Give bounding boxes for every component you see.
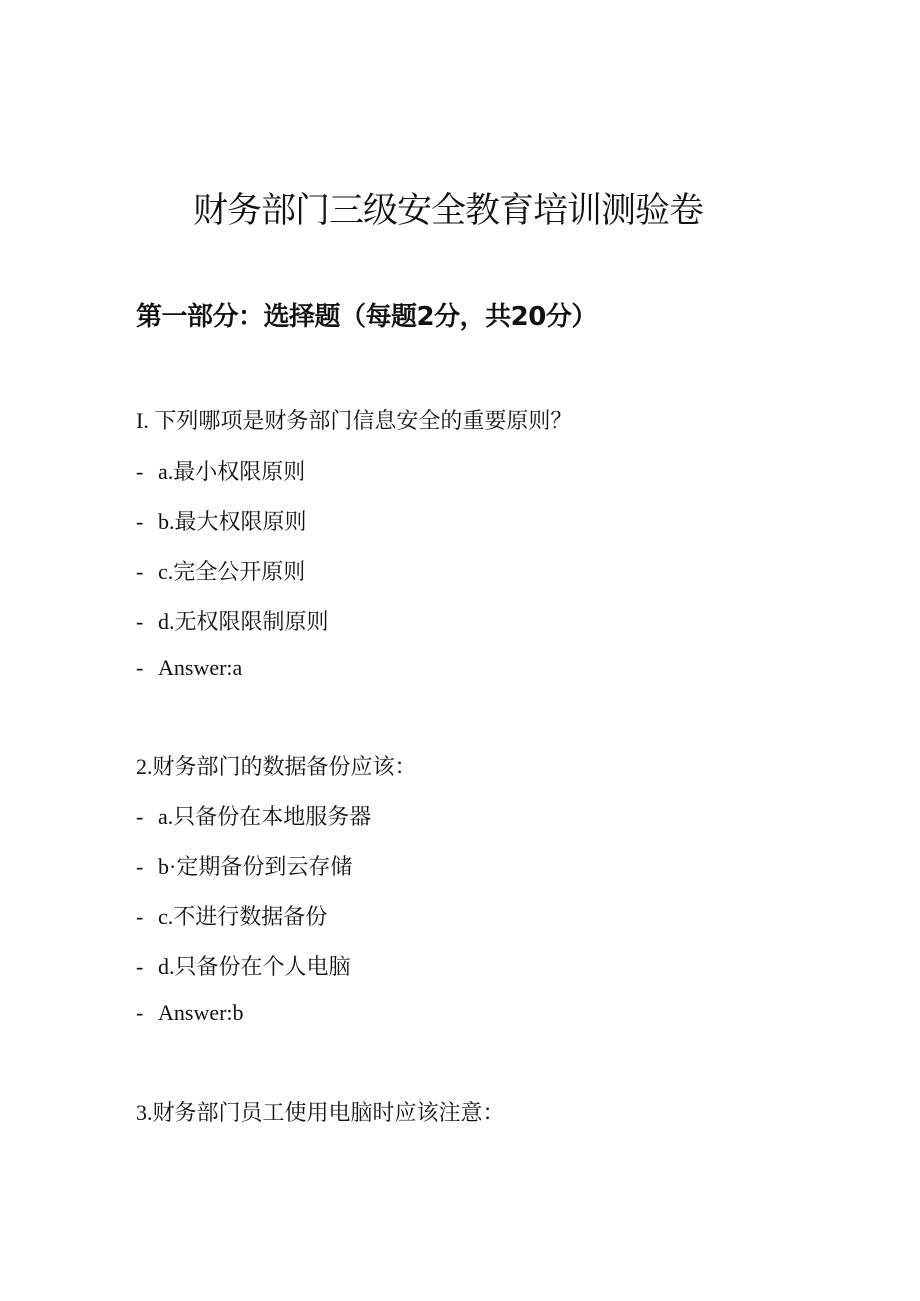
list-dash: -	[136, 904, 144, 929]
answer-label: Answer:a	[158, 655, 243, 680]
list-dash: -	[136, 459, 144, 484]
total-points: 20	[510, 302, 546, 332]
option-label: c.不进行数据备份	[158, 904, 328, 929]
question-2-option-b	[136, 850, 352, 881]
points-per-question: 2	[416, 302, 435, 332]
list-dash: -	[136, 509, 144, 534]
question-1-answer	[136, 655, 242, 681]
list-dash: -	[136, 854, 144, 879]
section-heading	[136, 296, 597, 333]
section-heading-mid: 分，共	[434, 302, 511, 332]
question-1-option-a	[136, 455, 305, 486]
question-2-option-c	[136, 900, 327, 931]
question-1-text: I. 下列哪项是财务部门信息安全的重要原则？	[136, 408, 573, 433]
answer-label: Answer:b	[158, 1000, 244, 1025]
question-2-option-a	[136, 800, 371, 831]
question-1-option-c	[136, 555, 305, 586]
question-1-option-d	[136, 605, 329, 636]
list-dash: -	[136, 609, 144, 634]
question-1-option-b	[136, 505, 307, 536]
question-2-text: 2.财务部门的数据备份应该：	[136, 754, 417, 779]
option-label: d.只备份在个人电脑	[158, 954, 351, 979]
question-3-text: 3.财务部门员工使用电脑时应该注意：	[136, 1100, 505, 1125]
option-label: b·定期备份到云存储	[158, 854, 353, 879]
list-dash: -	[136, 559, 144, 584]
list-dash: -	[136, 954, 144, 979]
list-dash: -	[136, 1000, 144, 1025]
option-label: c.完全公开原则	[158, 559, 306, 584]
list-dash: -	[136, 804, 144, 829]
option-label: d.无权限限制原则	[158, 609, 329, 634]
question-2-answer	[136, 1000, 244, 1026]
option-label: a.最小权限原则	[158, 459, 306, 484]
document-title: 财务部门三级安全教育培训测验卷	[192, 191, 703, 231]
question-2-option-d	[136, 950, 351, 981]
option-label: a.只备份在本地服务器	[158, 804, 372, 829]
section-heading-suffix: 分）	[545, 302, 597, 332]
option-label: b.最大权限原则	[158, 509, 307, 534]
section-heading-prefix: 第一部分：选择题（每题	[136, 302, 417, 332]
list-dash: -	[136, 655, 144, 680]
